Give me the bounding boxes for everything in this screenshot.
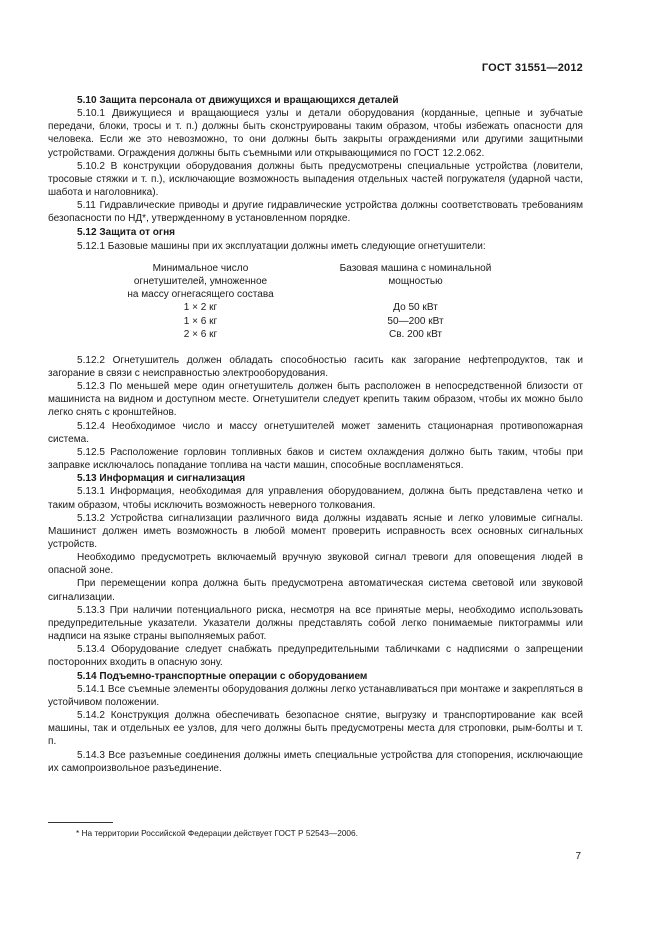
- table-column-power: [316, 262, 516, 341]
- table-cell-quantity: 1 × 2 кг: [183, 302, 218, 314]
- table-cell-power: 50—200 кВт: [387, 315, 444, 327]
- paragraph-5-14-1: 5.14.1 Все съемные элементы оборудования должны легко устанавливаться при монтаже и закрепляться в устойчивом положении.: [48, 683, 583, 708]
- footnote-divider: [48, 822, 113, 823]
- paragraph-5-13-2-light: При перемещении копра должна быть предусмотрена автоматическая система световой или звуковой сигнализации.: [48, 578, 583, 603]
- paragraph-5-12-4: 5.12.4 Необходимое число и массу огнетушителей может заменить стационарная противопожарная система.: [48, 420, 583, 445]
- table-cell-power: Св. 200 кВт: [388, 328, 443, 340]
- table-cell-quantity: 1 × 6 кг: [183, 315, 218, 327]
- section-heading-5-14: 5.14 Подъемно-транспортные операции с оборудованием: [77, 670, 368, 682]
- paragraph-5-13-4: 5.13.4 Оборудование следует снабжать предупредительными табличками с надписями о запрещении посторонних входить в опасную зону.: [48, 644, 583, 669]
- table-header-line: на массу огнегасящего состава: [127, 289, 274, 301]
- page-number: 7: [575, 851, 581, 862]
- paragraph-5-12-2: 5.12.2 Огнетушитель должен обладать способностью гасить как загорание нефтепродуктов, так и загорание в связи с неисправностью электрооборудования.: [48, 354, 583, 379]
- paragraph-5-14-3: 5.14.3 Все разъемные соединения должны иметь специальные устройства для стопорения, исключающие их самопроизвольное разъединение.: [48, 749, 583, 774]
- paragraph-5-12-3: 5.12.3 По меньшей мере один огнетушитель должен быть расположен в непосредственной близости от машиниста на видном и доступном месте. Огнетушители следует крепить таким образом, чтобы их можно было легко снять с кронштейнов.: [48, 381, 583, 419]
- paragraph-5-11: 5.11 Гидравлические приводы и другие гидравлические устройства должны соответствовать требованиям безопасности по НД*, утвержденному в установленном порядке.: [48, 200, 583, 225]
- paragraph-5-13-2: 5.13.2 Устройства сигнализации различного вида должны издавать ясные и легко уловимые сигналы. Машинист должен иметь возможность в любой момент проверить исправность всех основных сигнальных устройств.: [48, 512, 583, 550]
- paragraph-5-14-2: 5.14.2 Конструкция должна обеспечивать безопасное снятие, выгрузку и транспортирование как всей машины, так и отдельных ее узлов, для чего должны быть предусмотрены места для строповки, рым-болты и т. п.: [48, 710, 583, 748]
- table-header-line: Базовая машина с номинальной: [339, 262, 492, 274]
- paragraph-5-12-5: 5.12.5 Расположение горловин топливных баков и систем охлаждения должно быть таким, чтобы при заправке исключалось попадание топлива на части машин, способные воспламеняться.: [48, 446, 583, 472]
- paragraph-5-13-1: 5.13.1 Информация, необходимая для управления оборудованием, должна быть представлена четко и таким образом, чтобы исключить возможность неверного толкования.: [48, 486, 583, 511]
- section-heading-5-12: 5.12 Защита от огня: [77, 226, 176, 238]
- table-header-line: Минимальное число: [152, 262, 249, 274]
- footnote: * На территории Российской Федерации действует ГОСТ Р 52543—2006.: [76, 828, 358, 838]
- table-header-line: огнетушителей, умноженное: [133, 276, 268, 288]
- section-heading-5-13: 5.13 Информация и сигнализация: [77, 473, 246, 485]
- section-heading-5-10: 5.10 Защита персонала от движущихся и вращающихся деталей: [77, 95, 399, 106]
- paragraph-5-13-2-alarm: Необходимо предусмотреть включаемый вручную звуковой сигнал тревоги для оповещения людей в опасной зоне.: [48, 552, 583, 577]
- paragraph-5-10-2: 5.10.2 В конструкции оборудования должны быть предусмотрены специальные устройства (ловители, тросовые стяжки и т. п.), исключающие возможность выпадения отдельных частей погружателя (ударной части, шабота и наголовника).: [48, 160, 583, 199]
- extinguisher-table: [48, 262, 583, 341]
- document-body: [48, 94, 583, 775]
- table-cell-power: До 50 кВт: [393, 302, 438, 314]
- paragraph-5-10-1: 5.10.1 Движущиеся и вращающиеся узлы и детали оборудования (корданные, цепные и зубчатые передачи, блоки, тросы и т. п.) должны быть сконструированы таким образом, чтобы избежать опасности для человека. Если же это невозможно, то они должны быть закрыты ограждениями или другими защитными устройствами. Ограждения должны быть съемными или открывающимися по ГОСТ 12.2.062.: [48, 108, 583, 159]
- paragraph-5-13-3: 5.13.3 При наличии потенциального риска, несмотря на все принятые меры, необходимо использовать предупредительные указатели. Указатели должны представлять собой легко понимаемые пиктограммы или надписи на языке страны выполняемых работ.: [48, 604, 583, 643]
- document-code-header: ГОСТ 31551—2012: [481, 62, 583, 74]
- table-cell-quantity: 2 × 6 кг: [183, 328, 218, 340]
- table-column-quantity: [116, 262, 286, 341]
- table-header-line: мощностью: [388, 276, 443, 288]
- paragraph-5-12-1: 5.12.1 Базовые машины при их эксплуатации должны иметь следующие огнетушители:: [77, 240, 486, 252]
